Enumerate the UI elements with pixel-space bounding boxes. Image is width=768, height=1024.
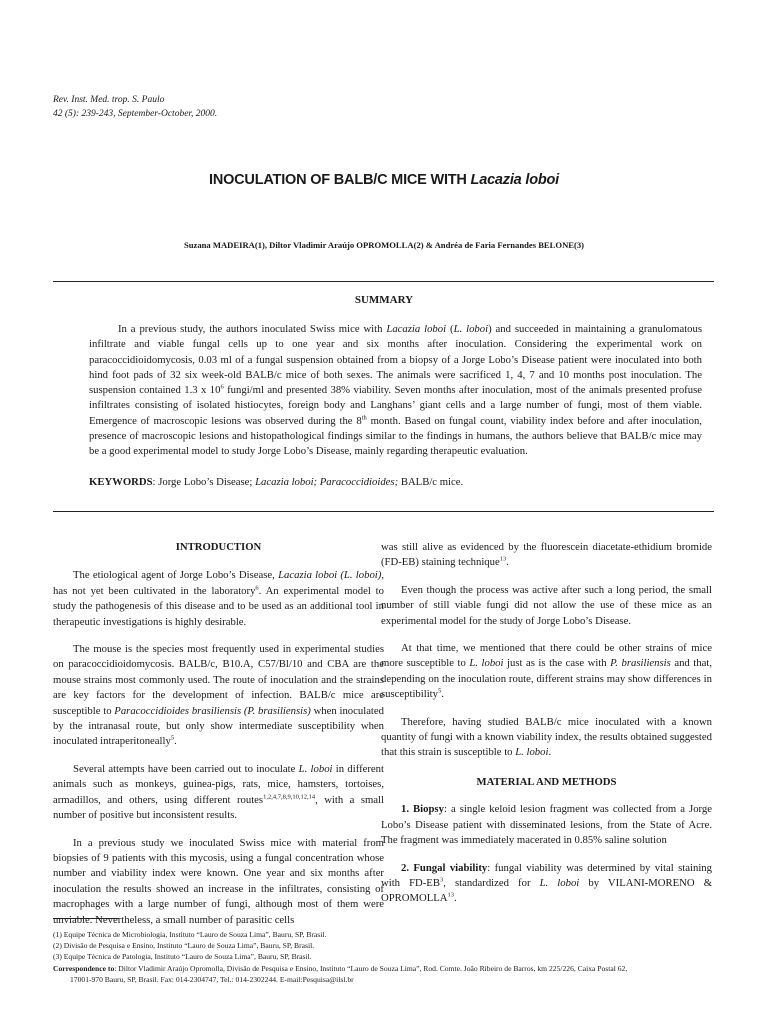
footnotes [53,929,733,985]
methods-fungal-viability: 2. Fungal viability: fungal viability was determined by vital staining with $FD-EB^3$, standardized for L. loboi by VILANI-MORENO & OPROMOLLA$^{13}$. [381,861,713,905]
methods-biopsy: 1. Biopsy: a single keloid lesion fragment was collected from a Jorge Lobo’s Disease patient with disseminated lesions, from the State of Acre. The fragment was immediately macerated in 0.85% saline solution [381,803,712,847]
correspondence: Correspondence to: Diltor Vladimir Araújo Opromolla, Divisão de Pesquisa e Ensino, Instituto “Lauro de Souza Lima”, Rod. Comte. João Ribeiro de Barros, km 225/226, Caixa Postal 62, [53,963,628,973]
footnote-2: (2) Divisão de Pesquisa e Ensino, Instituto “Lauro de Souza Lima”, Bauru, SP, Brasil. [53,941,315,951]
methods-heading: MATERIAL AND METHODS [476,775,617,788]
footnote-3: (3) Equipe Técnica de Patologia, Instituto “Lauro de Souza Lima”, Bauru, SP, Brasil. [53,952,312,962]
right-paragraph-1: was still alive as evidenced by the fluorescein diacetate-ethidium bromide (FD-EB) staining technique$^{13}$. [381,541,712,569]
keywords-label: KEYWORDS [89,476,153,488]
left-column [53,540,384,928]
right-paragraph-4: Therefore, having studied BALB/c mice inoculated with a known quantity of fungi with a known viability index, the results obtained suggested that this strain is susceptible to L. loboi. [381,715,712,759]
introduction-heading: INTRODUCTION [175,541,262,553]
intro-paragraph-4: In a previous study we inoculated Swiss mice with material from biopsies of 9 patients with this mycosis, using a fungal concentration whose number and viability index were known. One year and six months after inoculation the results showed an increase in the infiltrates, consisting of macrophages with a large number of fungi, although most of them were unviable. Nevertheless, a small number of parasitic cells [53,836,384,926]
summary-paragraph: In a previous study, the authors inoculated Swiss mice with Lacazia loboi (L. loboi) and succeeded in maintaining a granulomatous infiltrate and viable fungal cells up to one year and six months after inoculation. Considering the experimental work on paracoccidioidomycosis, 0.03 ml of a fungal suspension obtained from a biopsy of a Jorge Lobo’s Disease patient were inoculated into both hind foot pads of 32 six week-old BALB/c mice of both sexes. The animals were sacrificed 1, 4, 7 and 10 months post inoculation. The suspension contained 1.3 x $10^6$ fungi/ml and presented 38% viability. Seven months after inoculation, most of the animals presented profuse infiltrates consisting of isolated histiocytes, foreign body and Langhans’ giant cells and a large number of fungi, most of them viable. Emergence of macroscopic lesions was observed during the 8th month. Based on fungal count, viability index before and after inoculation, presence of macroscopic lesions and histopathological findings similar to the findings in humans, the authors believe that BALB/c mice may be a good experimental model to study Jorge Lobo’s Disease, mainly regarding therapeutic evaluation. [89,323,703,458]
summary-top-rule [53,281,714,282]
intro-paragraph-3: Several attempts have been carried out to inoculate L. loboi in different animals such as monkeys, guinea-pigs, rats, mice, hamsters, tortoises, armadillos, and others, using different routes$^{1,2,4,7,8,9,10,12,14}$, with a small number of positive but inconsistent results. [53,762,384,822]
article-title [0,172,768,188]
summary-heading: SUMMARY [354,294,414,306]
citation-volume: 42 (5): 239-243, September-October, 2000. [53,109,218,119]
right-paragraph-3: At that time, we mentioned that there could be other strains of mice more susceptible to L. loboi just as is the case with P. brasiliensis and that, depending on the inoculation route, different strains may show differences in susceptibility$^5$. [381,642,712,701]
keywords-line: KEYWORDS: Jorge Lobo’s Disease; Lacazia loboi; Paracoccidioides; BALB/c mice. [89,476,464,488]
intro-paragraph-2: The mouse is the species most frequently used in experimental studies on paracoccidioidomycosis. BALB/c, B10.A, C57/Bl/10 and CBA are the mouse strains most commonly used. The route of inoculation and the strains are key factors for the development of infection. BALB/c mice are susceptible to Paracoccidioides brasiliensis (P. brasiliensis) when inoculated by the intranasal route, but only show intermediate susceptibility when inoculated intraperitoneally$^5$. [53,643,384,748]
summary-bottom-rule [53,511,714,512]
correspondence-label: Correspondence to [53,963,115,973]
right-column [381,540,712,907]
title-species: Lacazia loboi [470,172,559,188]
title-text: INOCULATION OF BALB/C MICE WITH [208,172,471,188]
citation-journal: Rev. Inst. Med. trop. S. Paulo [53,95,165,105]
right-paragraph-2: Even though the process was active after such a long period, the small number of still viable fungi did not allow the use of these mice as an experimental model for the study of Jorge Lobo’s Disease. [381,583,712,627]
correspondence-address: 17001-970 Bauru, SP, Brasil. Fax: 014-2304747, Tel.: 014-2302244. E-mail:Pesquisa@ilsl.br [70,974,354,984]
intro-paragraph-1: The etiological agent of Jorge Lobo’s Disease, Lacazia loboi (L. loboi), has not yet been cultivated in the laboratory$^6$. An experimental model to study the pathogenesis of this disease and to be used as an additional tool in therapeutic investigations is highly desirable. [53,569,384,628]
footnote-rule [53,918,119,919]
journal-citation [53,93,217,121]
footnote-1: (1) Equipe Técnica de Microbiologia, Instituto “Lauro de Souza Lima”, Bauru, SP, Brasil. [53,930,327,939]
author-list: Suzana MADEIRA(1), Diltor Vladimir Araújo OPROMOLLA(2) & Andréa de Faria Fernandes BELONE(3) [183,240,585,250]
